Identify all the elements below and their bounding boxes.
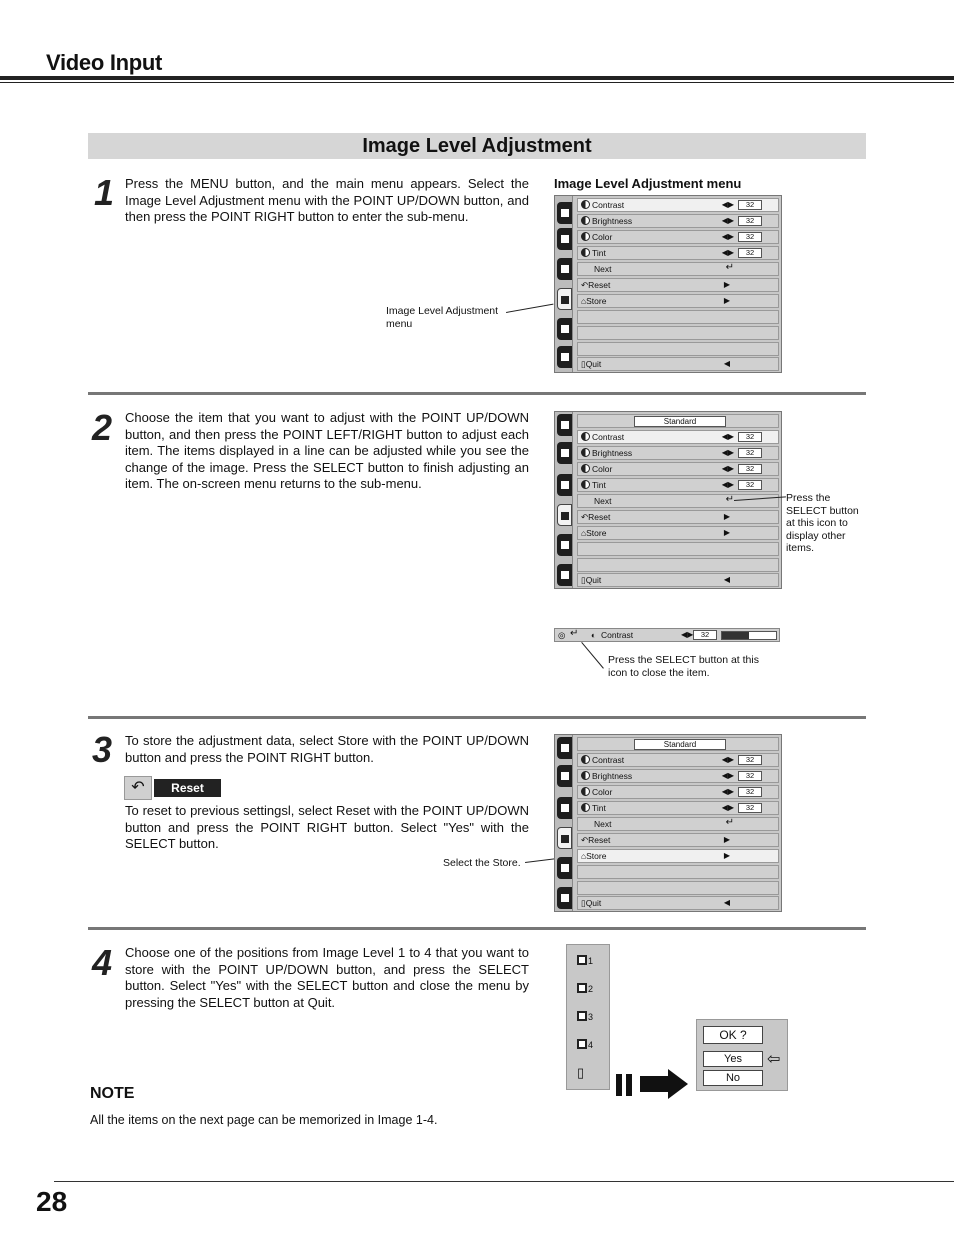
menu-row-brightness[interactable]: Brightness ◀▶ 32 (577, 214, 779, 228)
menu-row-empty (577, 310, 779, 324)
menu-row-empty (577, 542, 779, 556)
pause-bars-icon (616, 1074, 638, 1096)
left-right-icon: ◀▶ (721, 200, 734, 209)
menu-caption: Image Level Adjustment menu (554, 176, 742, 191)
menu-row-next[interactable]: Next ↵ (577, 262, 779, 276)
step-3-text: To store the adjustment data, select Store with the POINT UP/DOWN button and press the POINT RIGHT button. (125, 733, 529, 765)
slider-fill (722, 632, 749, 639)
tab-setting-icon[interactable] (557, 534, 572, 556)
menu-row-brightness[interactable]: Brightness ◀▶ 32 (577, 769, 779, 783)
color-icon (581, 787, 590, 796)
left-right-icon: ◀▶ (721, 771, 734, 780)
slider-callout: Press the SELECT button at this icon to close the item. (608, 654, 759, 679)
ok-prompt: OK ? (703, 1026, 763, 1044)
tab-quit-icon[interactable] (557, 346, 572, 368)
image-icon (577, 983, 587, 993)
reset-label: Reset (154, 779, 221, 797)
store-icon: ⌂ (581, 851, 587, 861)
return-icon[interactable]: ↵ (570, 628, 579, 639)
contrast-icon (581, 200, 590, 209)
menu-row-store[interactable]: ⌂Store ▶ (577, 849, 779, 863)
menu-row-reset[interactable]: ↶Reset ▶ (577, 833, 779, 847)
left-right-icon: ◀▶ (721, 464, 734, 473)
tab-screen-icon[interactable] (557, 797, 572, 819)
image-position-1[interactable]: 1 (577, 955, 593, 966)
brightness-icon (581, 448, 590, 457)
slider-value: 32 (693, 630, 717, 640)
right-arrow-icon: ▶ (723, 296, 730, 305)
tab-setting-icon[interactable] (557, 857, 572, 879)
step-1-text: Press the MENU button, and the main menu appears. Select the Image Level Adjustment menu with the POINT UP/DOWN button, and then press the POINT RIGHT button to enter the sub-menu. (125, 176, 529, 224)
contrast-icon (581, 432, 590, 441)
menu-row-tint[interactable]: Tint ◀▶ 32 (577, 478, 779, 492)
image-position-list (566, 944, 610, 1090)
store-icon: ⌂ (581, 296, 587, 306)
menu-row-store[interactable]: ⌂Store ▶ (577, 526, 779, 540)
left-right-icon: ◀▶ (721, 216, 734, 225)
menu-row-color[interactable]: Color ◀▶ 32 (577, 230, 779, 244)
menu-row-reset[interactable]: ↶Reset ▶ (577, 278, 779, 292)
left-right-icon: ◀▶ (681, 630, 694, 639)
contrast-icon: ◐ (591, 630, 597, 640)
brightness-icon (581, 216, 590, 225)
tab-image-level-icon[interactable] (557, 827, 572, 849)
menu-tabs (555, 196, 573, 372)
left-right-icon: ◀▶ (721, 232, 734, 241)
menu1-callout-line (506, 304, 553, 313)
left-right-icon: ◀▶ (721, 803, 734, 812)
right-arrow-icon: ▶ (723, 512, 730, 521)
yes-button[interactable]: Yes (703, 1051, 763, 1067)
reset-icon: ↶ (581, 280, 589, 290)
image-position-3[interactable]: 3 (577, 1011, 593, 1022)
confirm-dialog (696, 1019, 788, 1091)
section-title: Image Level Adjustment (88, 133, 866, 159)
right-arrow-icon (638, 1068, 690, 1100)
menu-row-empty (577, 342, 779, 356)
slider-track[interactable] (721, 631, 777, 640)
right-arrow-icon: ▶ (723, 280, 730, 289)
menu-row-empty (577, 558, 779, 572)
store-icon: ⌂ (581, 528, 587, 538)
step-1-number: 1 (94, 172, 115, 213)
image-level-menu-1 (554, 195, 782, 373)
left-arrow-icon: ◀ (723, 898, 730, 907)
tab-image-level-icon[interactable] (557, 504, 572, 526)
page-header-title: Video Input (46, 50, 163, 75)
tint-icon (581, 803, 590, 812)
menu-row-tint[interactable]: Tint ◀▶ 32 (577, 246, 779, 260)
menu-row-reset[interactable]: ↶Reset ▶ (577, 510, 779, 524)
tab-quit-icon[interactable] (557, 887, 572, 909)
right-arrow-icon: ▶ (723, 835, 730, 844)
menu-row-contrast[interactable]: Contrast ◀▶ 32 (577, 430, 779, 444)
menu-row-brightness[interactable]: Brightness ◀▶ 32 (577, 446, 779, 460)
menu-row-header (577, 737, 779, 751)
left-right-icon: ◀▶ (721, 432, 734, 441)
tab-screen-icon[interactable] (557, 474, 572, 496)
tab-quit-icon[interactable] (557, 564, 572, 586)
menu-row-header (577, 414, 779, 428)
image-icon (577, 1039, 587, 1049)
step-4-number: 4 (92, 942, 113, 983)
left-right-icon: ◀▶ (721, 248, 734, 257)
color-icon (581, 232, 590, 241)
reset-icon: ↶ (581, 835, 589, 845)
menu-row-empty (577, 326, 779, 340)
return-icon: ↵ (725, 817, 734, 828)
step-4-text: Choose one of the positions from Image Level 1 to 4 that you want to store with the POINT UP/DOWN button, and press the SELECT button. Select "Yes" with the SELECT button and close the menu by pressing the SELECT button at Quit. (125, 945, 529, 1010)
menu-row-quit[interactable]: ▯Quit ◀ (577, 357, 779, 371)
left-right-icon: ◀▶ (721, 787, 734, 796)
footer-rule (54, 1181, 954, 1182)
menu-row-quit[interactable]: ▯Quit ◀ (577, 573, 779, 587)
menu-row-next[interactable]: Next ↵ (577, 494, 779, 508)
note-title: NOTE (90, 1085, 135, 1102)
menu3-callout: Select the Store. (443, 857, 521, 869)
menu-row-next[interactable]: Next ↵ (577, 817, 779, 831)
quit-icon[interactable]: ▯ (577, 1065, 585, 1080)
tab-picture-icon[interactable] (557, 442, 572, 464)
pointer-arrow-icon: ⇦ (767, 1051, 781, 1068)
step-2-text: Choose the item that you want to adjust with the POINT UP/DOWN button, and then press the POINT LEFT/RIGHT button to adjust each item. The items displayed in a line can be adjusted while you see the change of the image. Press the SELECT button to finish adjusting an item. The on-screen menu returns to the sub-menu. (125, 410, 529, 491)
right-arrow-icon: ▶ (723, 528, 730, 537)
tab-picture-icon[interactable] (557, 228, 572, 250)
contrast-slider-row[interactable] (554, 628, 780, 642)
image-mode-label: Standard (634, 416, 726, 427)
image-mode-label: Standard (634, 739, 726, 750)
menu-tabs (555, 412, 573, 588)
menu-row-color[interactable]: Color ◀▶ 32 (577, 785, 779, 799)
tab-picture-icon[interactable] (557, 765, 572, 787)
reset-icon: ↶ (124, 776, 152, 800)
quit-icon: ▯ (581, 898, 586, 908)
step-2-number: 2 (92, 407, 113, 448)
image-position-4[interactable]: 4 (577, 1039, 593, 1050)
menu-row-empty (577, 865, 779, 879)
tab-input-icon[interactable] (557, 414, 572, 436)
menu-row-empty (577, 881, 779, 895)
menu-tabs (555, 735, 573, 911)
quit-icon: ▯ (581, 359, 586, 369)
menu-row-contrast[interactable]: Contrast ◀▶ 32 (577, 198, 779, 212)
contrast-icon (581, 755, 590, 764)
color-icon (581, 464, 590, 473)
section-divider (88, 392, 866, 395)
left-arrow-icon: ◀ (723, 359, 730, 368)
quit-icon: ▯ (581, 575, 586, 585)
step-3-number: 3 (92, 729, 113, 770)
slider-label: Contrast (601, 630, 634, 640)
image-position-2[interactable]: 2 (577, 983, 593, 994)
menu-row-quit[interactable]: ▯Quit ◀ (577, 896, 779, 910)
return-icon: ↵ (725, 494, 734, 505)
header-rule (0, 76, 954, 80)
tab-input-icon[interactable] (557, 737, 572, 759)
brightness-icon (581, 771, 590, 780)
menu2-callout: Press the SELECT button at this icon to display other items. (786, 492, 859, 554)
tab-input-icon[interactable] (557, 202, 572, 224)
page-number: 28 (36, 1186, 68, 1217)
section-divider (88, 927, 866, 930)
menu-row-store[interactable]: ⌂Store ▶ (577, 294, 779, 308)
image-icon (577, 1011, 587, 1021)
tab-screen-icon[interactable] (557, 258, 572, 280)
left-arrow-icon: ◀ (723, 575, 730, 584)
reset-text: To reset to previous settingsl, select Reset with the POINT UP/DOWN button and press the POINT RIGHT button. Select "Yes" with the SELECT button. (125, 803, 529, 851)
note-text: All the items on the next page can be memorized in Image 1-4. (90, 1113, 438, 1127)
tint-icon (581, 248, 590, 257)
image-icon (577, 955, 587, 965)
reset-heading (124, 776, 220, 800)
left-right-icon: ◀▶ (721, 755, 734, 764)
tab-setting-icon[interactable] (557, 318, 572, 340)
left-right-icon: ◀▶ (721, 480, 734, 489)
menu1-callout: Image Level Adjustment menu (386, 305, 499, 330)
menu-row-tint[interactable]: Tint ◀▶ 32 (577, 801, 779, 815)
reset-icon: ↶ (581, 512, 589, 522)
no-button[interactable]: No (703, 1070, 763, 1086)
image-level-icon: ◎ (558, 630, 566, 640)
section-divider (88, 716, 866, 719)
tab-image-level-icon[interactable] (557, 288, 572, 310)
menu-row-color[interactable]: Color ◀▶ 32 (577, 462, 779, 476)
image-level-menu-3 (554, 734, 782, 912)
left-right-icon: ◀▶ (721, 448, 734, 457)
header-rule-thin (0, 82, 954, 83)
tint-icon (581, 480, 590, 489)
menu-row-contrast[interactable]: Contrast ◀▶ 32 (577, 753, 779, 767)
slider-callout-line (581, 642, 604, 669)
return-icon: ↵ (725, 262, 734, 273)
right-arrow-icon: ▶ (723, 851, 730, 860)
